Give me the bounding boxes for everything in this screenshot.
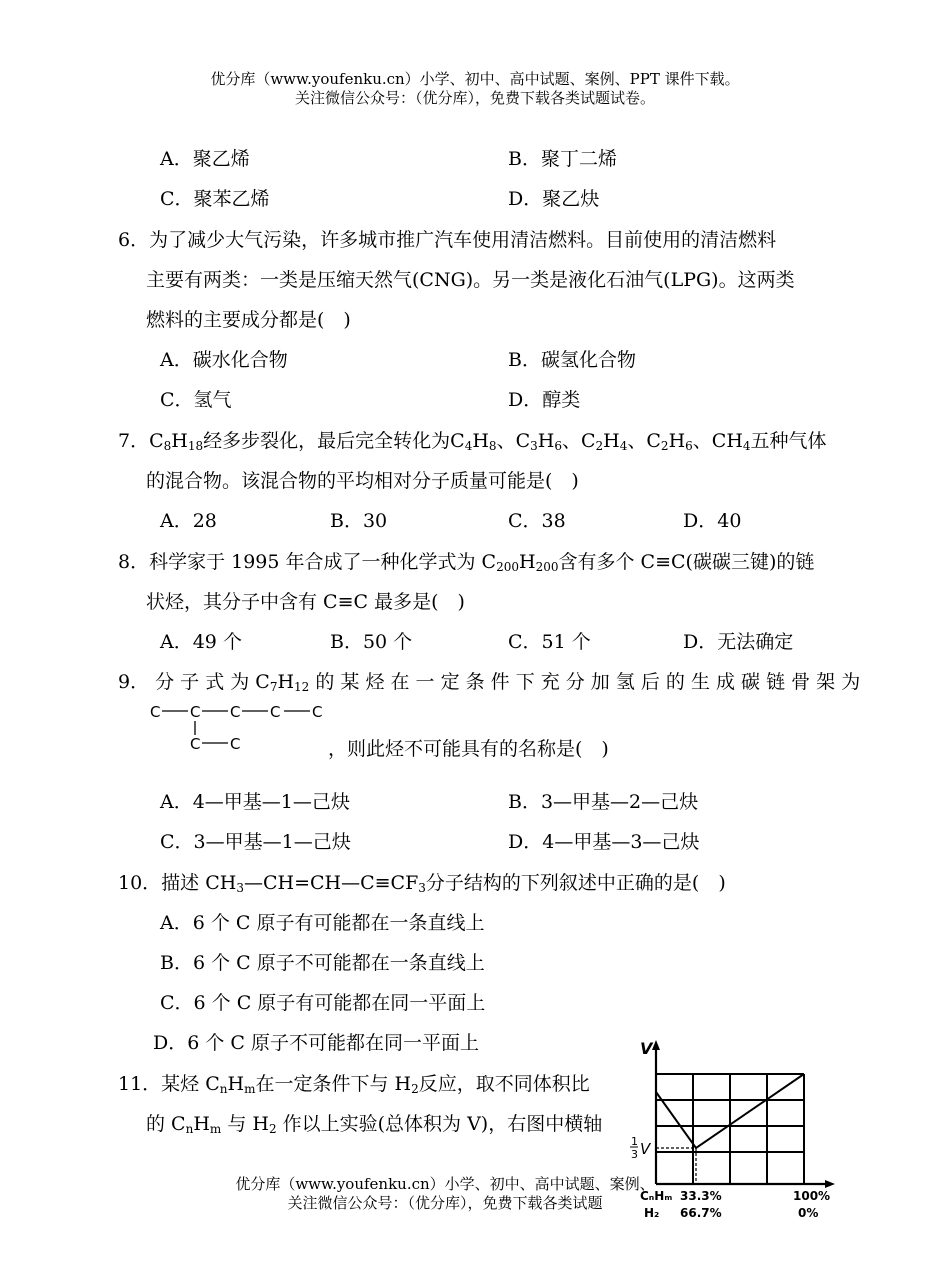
skeleton-atom: C [230, 703, 241, 721]
q10-stem: 10．描述 $CH_3—CH=CH—C\equiv CF_3$分子结构的下列叙述中正确的是( ) [118, 872, 726, 895]
q8-stem-line-1: 8．科学家于 1995 年合成了一种化学式为 $C_{200}H_{200}$含有多个 C≡C(碳碳三键)的链 [118, 551, 815, 574]
q7-option-c: C．38 [508, 510, 566, 532]
q5-option-b: B．聚丁二烯 [508, 148, 617, 170]
q8-stem-line-2: 状烃，其分子中含有 C≡C 最多是( ) [146, 591, 465, 613]
q9-option-b: B．3—甲基—2—己炔 [508, 791, 699, 813]
q8-option-a: A．49 个 [160, 631, 242, 653]
header-line-2: 关注微信公众号：（优分库），免费下载各类试题试卷。 [294, 89, 655, 107]
page-footer [0, 1175, 950, 1213]
q10-option-b: B．6 个 C 原子不可能都在一条直线上 [160, 952, 485, 974]
q5-option-d: D．聚乙炔 [508, 188, 600, 210]
q7-option-b: B．30 [330, 510, 388, 532]
skeleton-atom: C [312, 703, 323, 721]
q10-option-d: D．6 个 C 原子不可能都在同一平面上 [153, 1032, 479, 1054]
skeleton-atom: C [190, 703, 201, 721]
q6-option-a: A．碳水化合物 [160, 349, 288, 371]
q6-option-c: C．氢气 [160, 389, 232, 411]
header-line-1: 优分库（www.youfenku.cn）小学、初中、高中试题、案例、PPT 课件下载。 [210, 70, 740, 88]
skeleton-atom: C [270, 703, 281, 721]
footer-line-2: 关注微信公众号：（优分库），免费下载各类试题 [287, 1194, 603, 1212]
skeleton-atom: C [150, 703, 161, 721]
q10-option-c: C．6 个 C 原子有可能都在同一平面上 [160, 992, 486, 1014]
fraction-unit: V [640, 1140, 651, 1158]
skeleton-atom: C [190, 735, 201, 753]
tick-1-bottom: 66.7% [680, 1206, 722, 1220]
fraction-denominator: 3 [631, 1148, 638, 1161]
skeleton-atom: C [230, 735, 241, 753]
q11-stem-line-1: 11．某烃 $C_nH_m$在一定条件下与 $H_2$反应，取不同体积比 [118, 1073, 590, 1096]
y-axis-arrow [652, 1040, 660, 1050]
q10-option-a: A．6 个 C 原子有可能都在一条直线上 [160, 912, 485, 934]
q8-option-c: C．51 个 [508, 631, 591, 653]
q7-option-d: D．40 [683, 510, 742, 532]
q7-stem-line-1: 7．$C_8H_{18}$经多步裂化，最后完全转化为$C_4H_8$、$C_3H_6$、$C_2H_4$、$C_2H_6$、$CH_4$五种气体 [118, 430, 827, 453]
q5-option-c: C．聚苯乙烯 [160, 188, 270, 210]
tick-2-bottom: 0% [798, 1206, 819, 1220]
tick-2-top: 100% [793, 1189, 831, 1203]
footer-line-1: 优分库（www.youfenku.cn）小学、初中、高中试题、案例、 [235, 1175, 655, 1193]
tick-1-top: 33.3% [680, 1189, 722, 1203]
q9-option-a: A．4—甲基—1—己炔 [160, 791, 350, 813]
q8-option-b: B．50 个 [330, 631, 413, 653]
q9-option-d: D．4—甲基—3—己炔 [508, 831, 700, 853]
q7-stem-line-2: 的混合物。该混合物的平均相对分子质量可能是( ) [146, 470, 579, 492]
q6-option-d: D．醇类 [508, 389, 581, 411]
q8-option-d: D．无法确定 [683, 631, 794, 653]
y-axis-label: V [640, 1039, 653, 1058]
q7-option-a: A．28 [160, 510, 217, 532]
q5-option-a: A．聚乙烯 [160, 148, 250, 170]
q6-stem-line-1: 6．为了减少大气污染，许多城市推广汽车使用清洁燃料。目前使用的清洁燃料 [118, 229, 777, 251]
q11-stem-line-2: 的 $C_nH_m$ 与 $H_2$ 作以上实验(总体积为 V)，右图中横轴 [146, 1113, 603, 1136]
q6-stem-line-2: 主要有两类：一类是压缩天然气(CNG)。另一类是液化石油气(LPG)。这两类 [146, 269, 795, 291]
grid [656, 1074, 804, 1184]
q9-stem-line-2: ，则此烃不可能具有的名称是( ) [328, 738, 609, 760]
q6-option-b: B．碳氢化合物 [508, 349, 636, 371]
fraction-numerator: 1 [631, 1135, 638, 1148]
row-label-cnhm: CₙHₘ [640, 1189, 673, 1203]
page-header [0, 70, 950, 108]
q9-option-c: C．3—甲基—1—己炔 [160, 831, 351, 853]
row-label-h2: H₂ [644, 1206, 660, 1220]
q6-stem-line-3: 燃料的主要成分都是( ) [146, 309, 351, 331]
carbon-skeleton-diagram [146, 700, 336, 756]
q9-stem-line-1: 9． 分 子 式 为 $C_7H_{12}$ 的 某 烃 在 一 定 条 件 下 充 分 加 氢 后 的 生 成 碳 链 骨 架 为 [118, 671, 861, 694]
